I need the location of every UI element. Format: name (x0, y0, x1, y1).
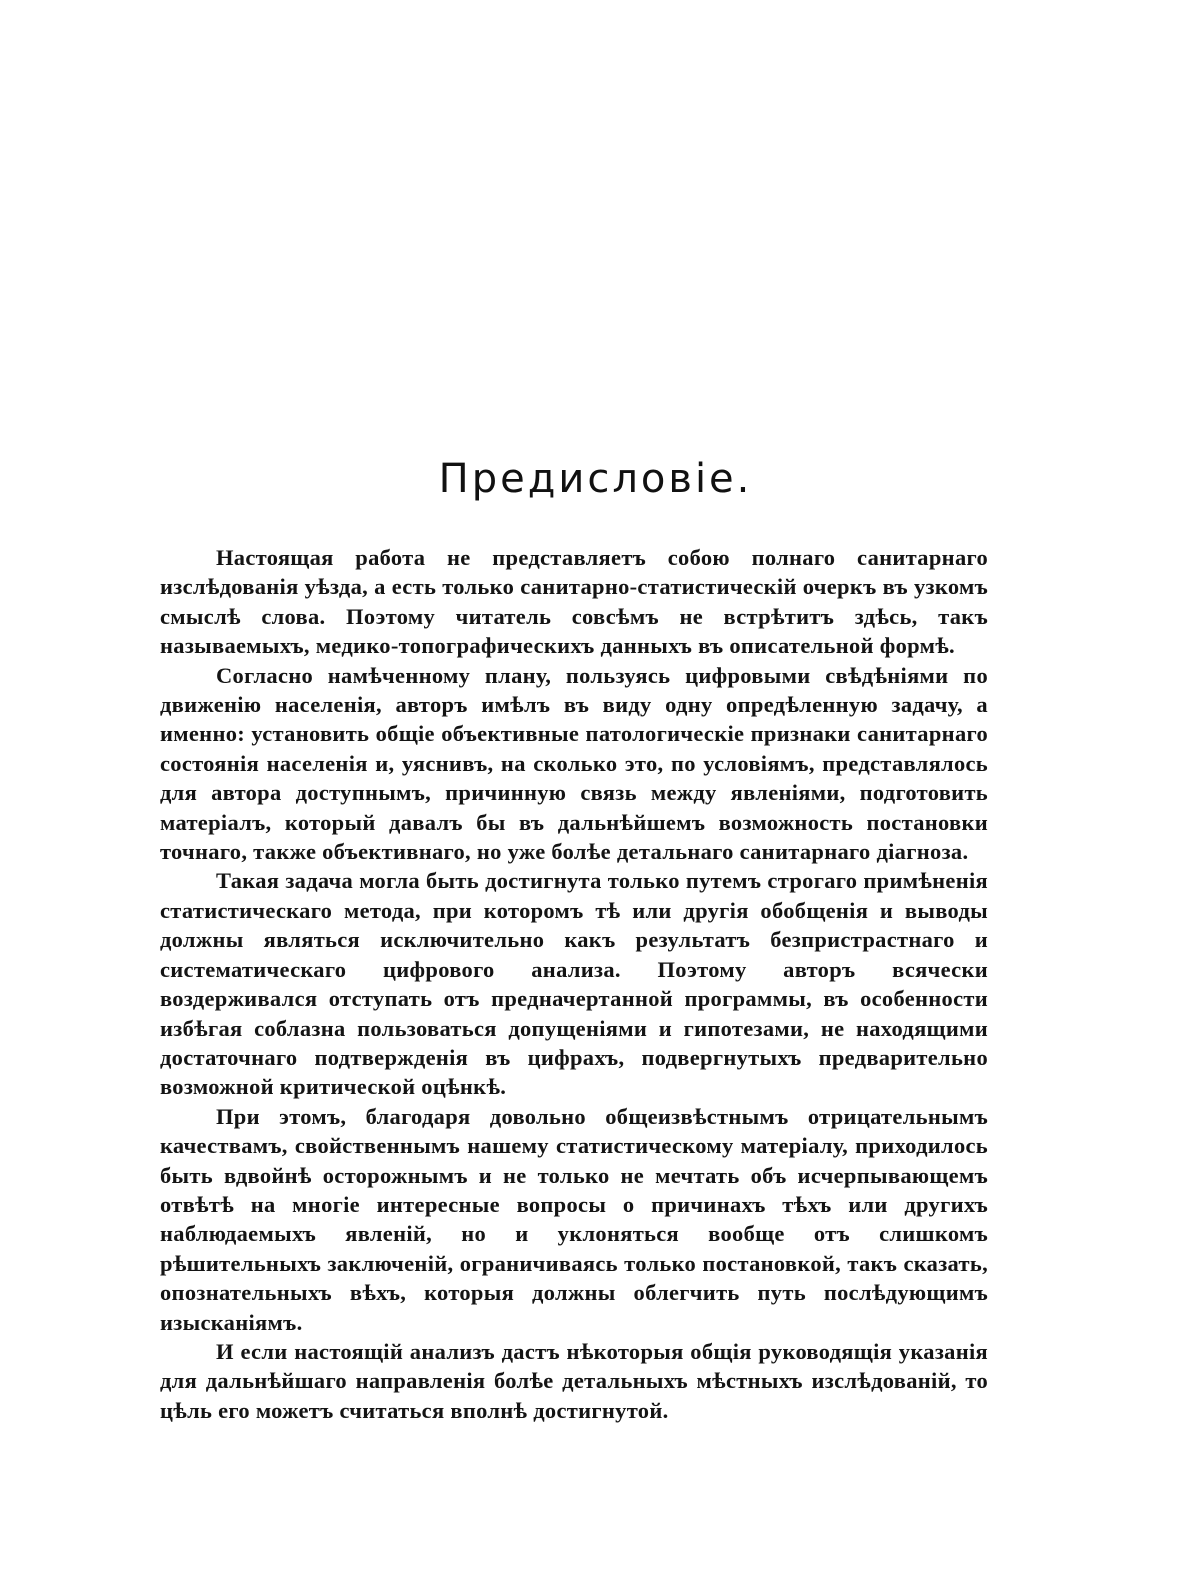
paragraph-2: Согласно намѣченному плану, пользуясь цифровыми свѣдѣніями по движенію населенія, авторъ имѣлъ въ виду одну опредѣленную задачу, а именно: установить общіе объективные патологическіе признаки санитарнаго состоянія населенія и, уяснивъ, на сколько это, по условіямъ, представлялось для автора доступнымъ, причинную связь между явленіями, подготовить матеріалъ, который давалъ бы въ дальнѣйшемъ возможность постановки точнаго, также объективнаго, но уже болѣе детальнаго санитарнаго діагноза. (160, 662, 988, 865)
paragraph-1: Настоящая работа не представляетъ собою полнаго санитарнаго изслѣдованія уѣзда, а есть только санитарно-статистическій очеркъ въ узкомъ смыслѣ слова. Поэтому читатель совсѣмъ не встрѣтитъ здѣсь, такъ называемыхъ, медико-топографическихъ данныхъ въ описательной формѣ. (160, 545, 988, 659)
paragraph-5: И если настоящій анализъ дастъ нѣкоторыя общія руководящія указанія для дальнѣйшаго направленія болѣе детальныхъ мѣстныхъ изслѣдованій, то цѣль его можетъ считаться вполнѣ достигнутой. (160, 1338, 988, 1423)
paragraph-4: При этомъ, благодаря довольно общеизвѣстнымъ отрицательнымъ качествамъ, свойственнымъ нашему статистическому матеріалу, приходилось быть вдвойнѣ осторожнымъ и не только не мечтать объ исчерпывающемъ отвѣтѣ на многіе интересные вопросы о причинахъ тѣхъ или другихъ наблюдаемыхъ явленій, но и уклоняться вообще отъ слишкомъ рѣшительныхъ заключеній, ограничиваясь только постановкой, такъ сказать, опознательныхъ вѣхъ, которыя должны облегчить путь послѣдующимъ изысканіямъ. (160, 1103, 988, 1335)
preface-body (160, 543, 988, 1425)
paragraph-3: Такая задача могла быть достигнута только путемъ строгаго примѣненія статистическаго метода, при которомъ тѣ или другія обобщенія и выводы должны являться исключительно какъ результатъ безпристрастнаго и систематическаго цифрового анализа. Поэтому авторъ всячески воздерживался отступать отъ предначертанной программы, въ особенности избѣгая соблазна пользоваться допущеніями и гипотезами, не находящими достаточнаго подтвержденія въ цифрахъ, подвергнутыхъ предварительно возможной критической оцѣнкѣ. (160, 868, 988, 1100)
page-title: Предисловіе. (438, 456, 753, 502)
